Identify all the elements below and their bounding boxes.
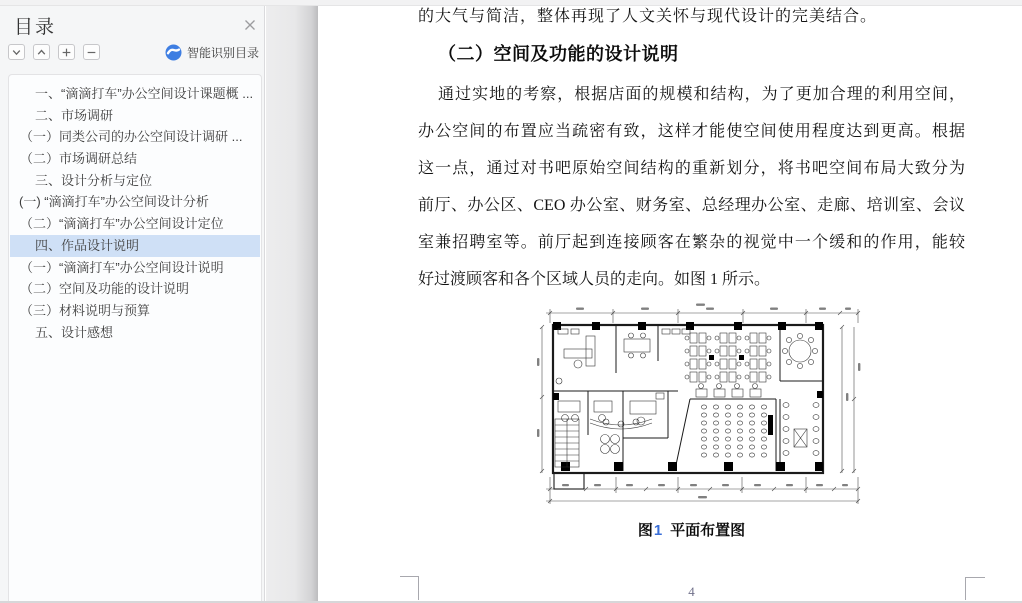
zoom-in-button[interactable] (58, 44, 75, 60)
toc-sidebar (0, 0, 265, 603)
toc-item-label: （一）同类公司的办公空间设计调研 ... (20, 129, 243, 145)
toolbar-bottom-strip (0, 0, 1022, 6)
floor-plan-figure (528, 303, 872, 516)
toc-list (10, 83, 260, 343)
body-text-line: 好过渡顾客和各个区域人员的走向。如图 1 所示。 (418, 271, 771, 288)
ai-robot-icon (165, 44, 182, 61)
toc-item[interactable] (10, 105, 260, 127)
chevron-up-icon (36, 47, 47, 58)
margin-crop-mark (400, 576, 419, 577)
caption-prefix: 图 (637, 522, 653, 539)
toc-toolbar (8, 44, 100, 60)
toc-panel-title: 目录 (14, 17, 57, 38)
toc-list-panel (8, 74, 262, 603)
expand-all-button[interactable] (8, 44, 25, 60)
page-number: 4 (688, 584, 695, 599)
margin-crop-mark (965, 577, 985, 578)
minus-icon (86, 47, 97, 58)
body-text-line: 的大气与简洁，整体再现了人文关怀与现代设计的完美结合。 (418, 8, 878, 25)
body-text-line: 通过实地的考察，根据店面的规模和结构，为了更加合理的利用空间， (438, 86, 965, 103)
smart-toc-label: 智能识别目录 (187, 46, 260, 60)
toc-item[interactable] (10, 170, 260, 192)
section-heading: （二）空间及功能的设计说明 (438, 44, 679, 64)
toc-item-label: 三、设计分析与定位 (35, 172, 153, 188)
toc-item-label: （三）材料说明与预算 (20, 302, 151, 318)
toc-item-label: 四、作品设计说明 (35, 237, 140, 253)
page-shadow-gutter (266, 0, 318, 603)
toc-item-label: 五、设计感想 (35, 324, 114, 340)
toc-item[interactable] (10, 213, 260, 235)
toc-item-active[interactable] (10, 235, 260, 257)
toc-item-label: （二）市场调研总结 (20, 151, 138, 167)
caption-number: 1 (653, 522, 663, 539)
toc-item[interactable] (10, 83, 260, 105)
body-text-line: 前厅、办公区、CEO 办公室、财务室、总经理办公室、走廊、培训室、会议 (418, 197, 965, 214)
toc-item-label: （二）“滴滴打车”办公空间设计定位 (20, 216, 224, 232)
plus-icon (61, 47, 72, 58)
toc-item-label: (一) “滴滴打车”办公空间设计分析 (19, 194, 209, 210)
smart-toc-button[interactable] (165, 44, 259, 61)
document-page (318, 0, 1022, 603)
toc-item[interactable] (10, 126, 260, 148)
body-text-line: 办公空间的布置应当疏密有致，这样才能使空间使用程度达到更高。根据 (418, 123, 965, 140)
body-text-line: 室兼招聘室等。前厅起到连接顾客在繁杂的视觉中一个缓和的作用，能较 (418, 234, 965, 251)
toc-item[interactable] (10, 300, 260, 322)
body-text-line: 这一点，通过对书吧原始空间结构的重新划分，将书吧空间布局大致分为 (418, 160, 965, 177)
chevron-down-icon (11, 47, 22, 58)
caption-title: 平面布置图 (670, 522, 746, 539)
toc-item[interactable] (10, 278, 260, 300)
collapse-all-button[interactable] (33, 44, 50, 60)
toc-item-label: （二）空间及功能的设计说明 (20, 281, 190, 297)
toc-item-label: （一）“滴滴打车”办公空间设计说明 (20, 259, 224, 275)
toc-item[interactable] (10, 191, 260, 213)
margin-crop-mark (965, 577, 966, 600)
close-icon[interactable] (242, 17, 258, 33)
toc-item[interactable] (10, 322, 260, 344)
floor-plan-drawing (528, 303, 872, 516)
toc-item-label: 一、“滴滴打车”办公空间设计课题概 ... (35, 86, 254, 101)
figure-caption (418, 519, 965, 540)
toc-item[interactable] (10, 257, 260, 279)
toc-item[interactable] (10, 148, 260, 170)
zoom-out-button[interactable] (83, 44, 100, 60)
toc-item-label: 二、市场调研 (35, 107, 114, 123)
margin-crop-mark (418, 576, 419, 600)
